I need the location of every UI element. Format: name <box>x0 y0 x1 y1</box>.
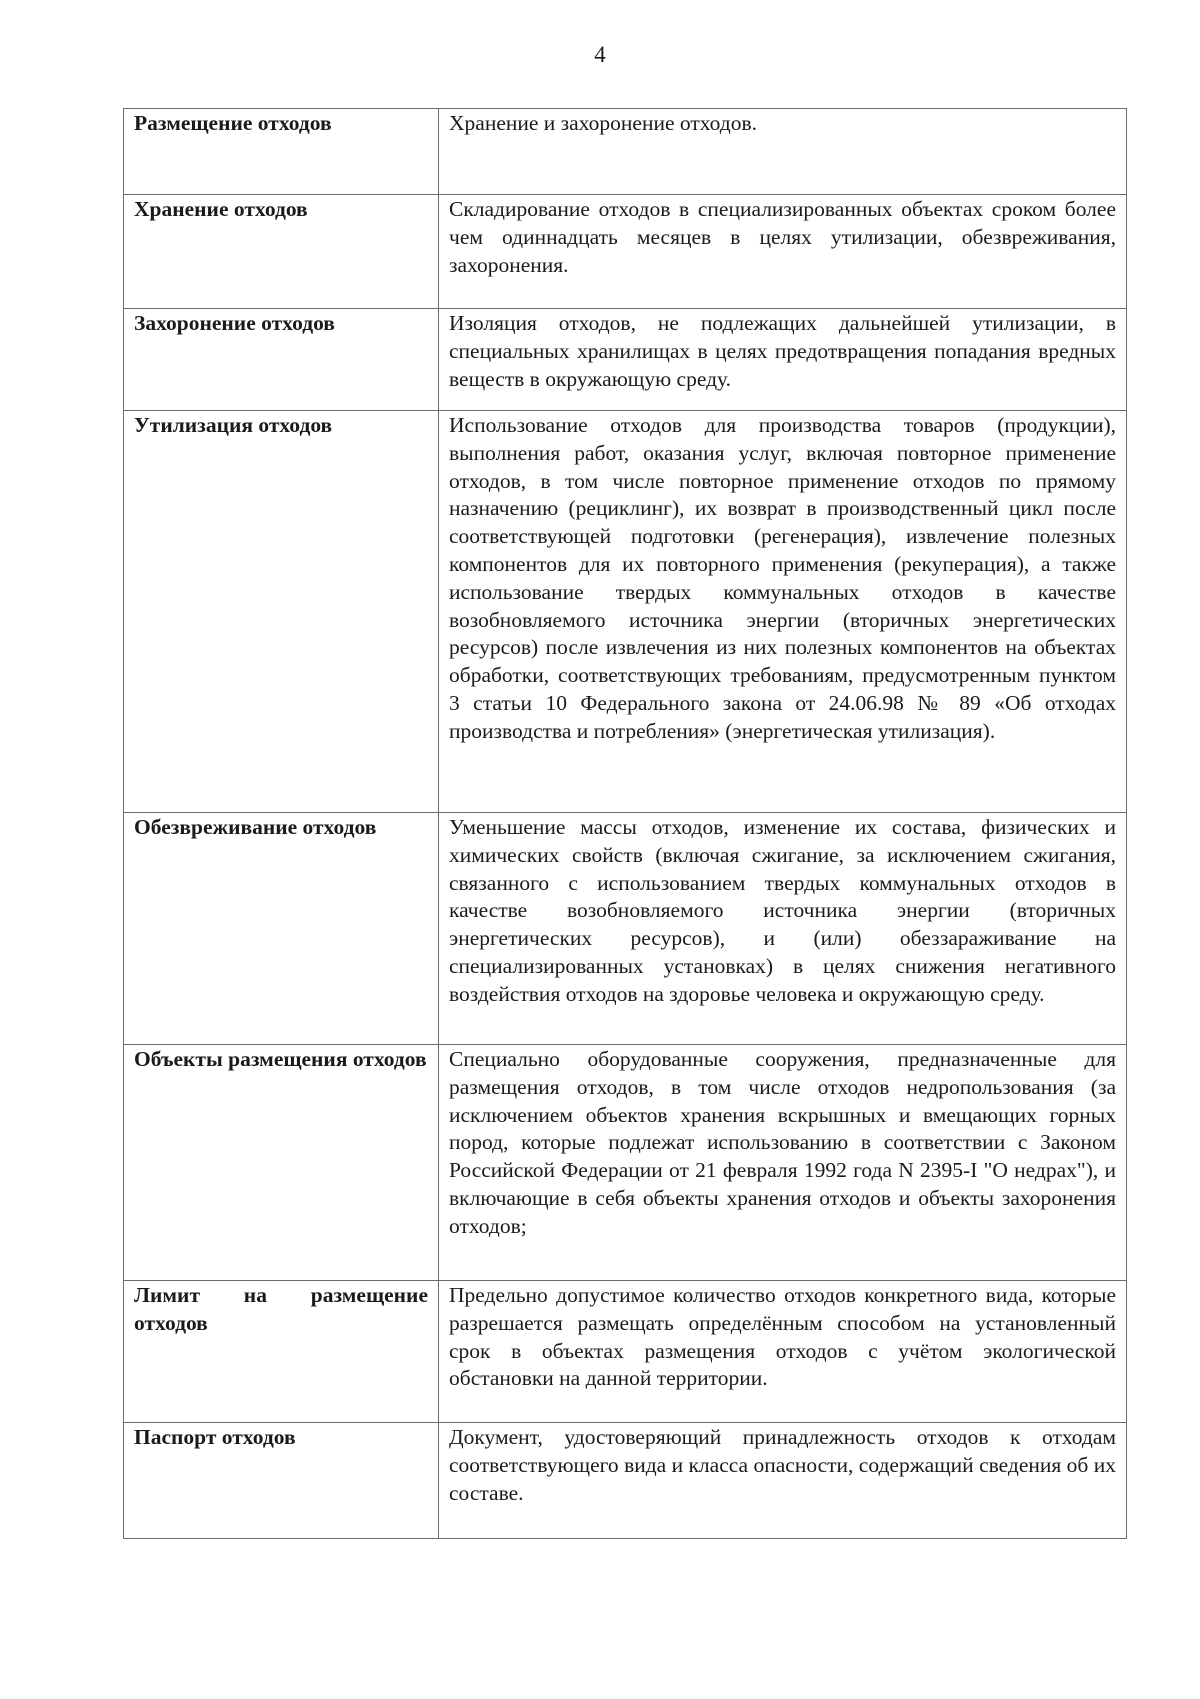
term-cell: Паспорт отходов <box>124 1423 439 1539</box>
definition-cell: Хранение и захоронение отходов. <box>439 109 1127 195</box>
definition-cell: Использование отходов для производства товаров (продукции), выполнения работ, оказания услуг, включая повторное применение отходов, в том числе повторное применение отходов по прямому назначению (рециклинг), их возврат в производственный цикл после соответствующей подготовки (регенерация), извлечение полезных компонентов для их повторного применения (рекуперация), а также использование твердых коммунальных отходов в качестве возобновляемого источника энергии (вторичных энергетических ресурсов) после извлечения из них полезных компонентов на объектах обработки, соответствующих требованиям, предусмотренным пунктом 3 статьи 10 Федерального закона от 24.06.98 № 89 «Об отходах производства и потребления» (энергетическая утилизация). <box>439 411 1127 813</box>
term-cell: Хранение отходов <box>124 195 439 309</box>
table-row <box>124 195 1127 309</box>
page-number: 4 <box>594 42 606 67</box>
term-cell: Утилизация отходов <box>124 411 439 813</box>
table-row <box>124 1045 1127 1281</box>
definition-cell: Уменьшение массы отходов, изменение их состава, физических и химических свойств (включая сжигание, за исключением сжигания, связанного с использованием твердых коммунальных отходов в качестве возобновляемого источника энергии (вторичных энергетических ресурсов), и (или) обеззараживание на специализированных установках) в целях снижения негативного воздействия отходов на здоровье человека и окружающую среду. <box>439 813 1127 1045</box>
definition-cell: Документ, удостоверяющий принадлежность отходов к отходам соответствующего вида и класса опасности, содержащий сведения об их составе. <box>439 1423 1127 1539</box>
definition-cell: Предельно допустимое количество отходов конкретного вида, которые разрешается размещать определённым способом на установленный срок в объектах размещения отходов с учётом экологической обстановки на данной территории. <box>439 1281 1127 1423</box>
table-row <box>124 411 1127 813</box>
table-row <box>124 1423 1127 1539</box>
terms-table <box>123 108 1127 1539</box>
term-cell: Захоронение отходов <box>124 309 439 411</box>
table-row <box>124 109 1127 195</box>
table-row <box>124 813 1127 1045</box>
term-cell: Обезвреживание отходов <box>124 813 439 1045</box>
term-cell: Объекты размещения отходов <box>124 1045 439 1281</box>
table-row <box>124 309 1127 411</box>
term-cell: Размещение отходов <box>124 109 439 195</box>
definition-cell: Изоляция отходов, не подлежащих дальнейшей утилизации, в специальных хранилищах в целях предотвращения попадания вредных веществ в окружающую среду. <box>439 309 1127 411</box>
term-cell: Лимит на размещение отходов <box>124 1281 439 1423</box>
definition-cell: Складирование отходов в специализированных объектах сроком более чем одиннадцать месяцев в целях утилизации, обезвреживания, захоронения. <box>439 195 1127 309</box>
table-row <box>124 1281 1127 1423</box>
definition-cell: Специально оборудованные сооружения, предназначенные для размещения отходов, в том числе отходов недропользования (за исключением объектов хранения вскрышных и вмещающих горных пород, которые подлежат использованию в соответствии с Законом Российской Федерации от 21 февраля 1992 года N 2395-I "О недрах"), и включающие в себя объекты хранения отходов и объекты захоронения отходов; <box>439 1045 1127 1281</box>
